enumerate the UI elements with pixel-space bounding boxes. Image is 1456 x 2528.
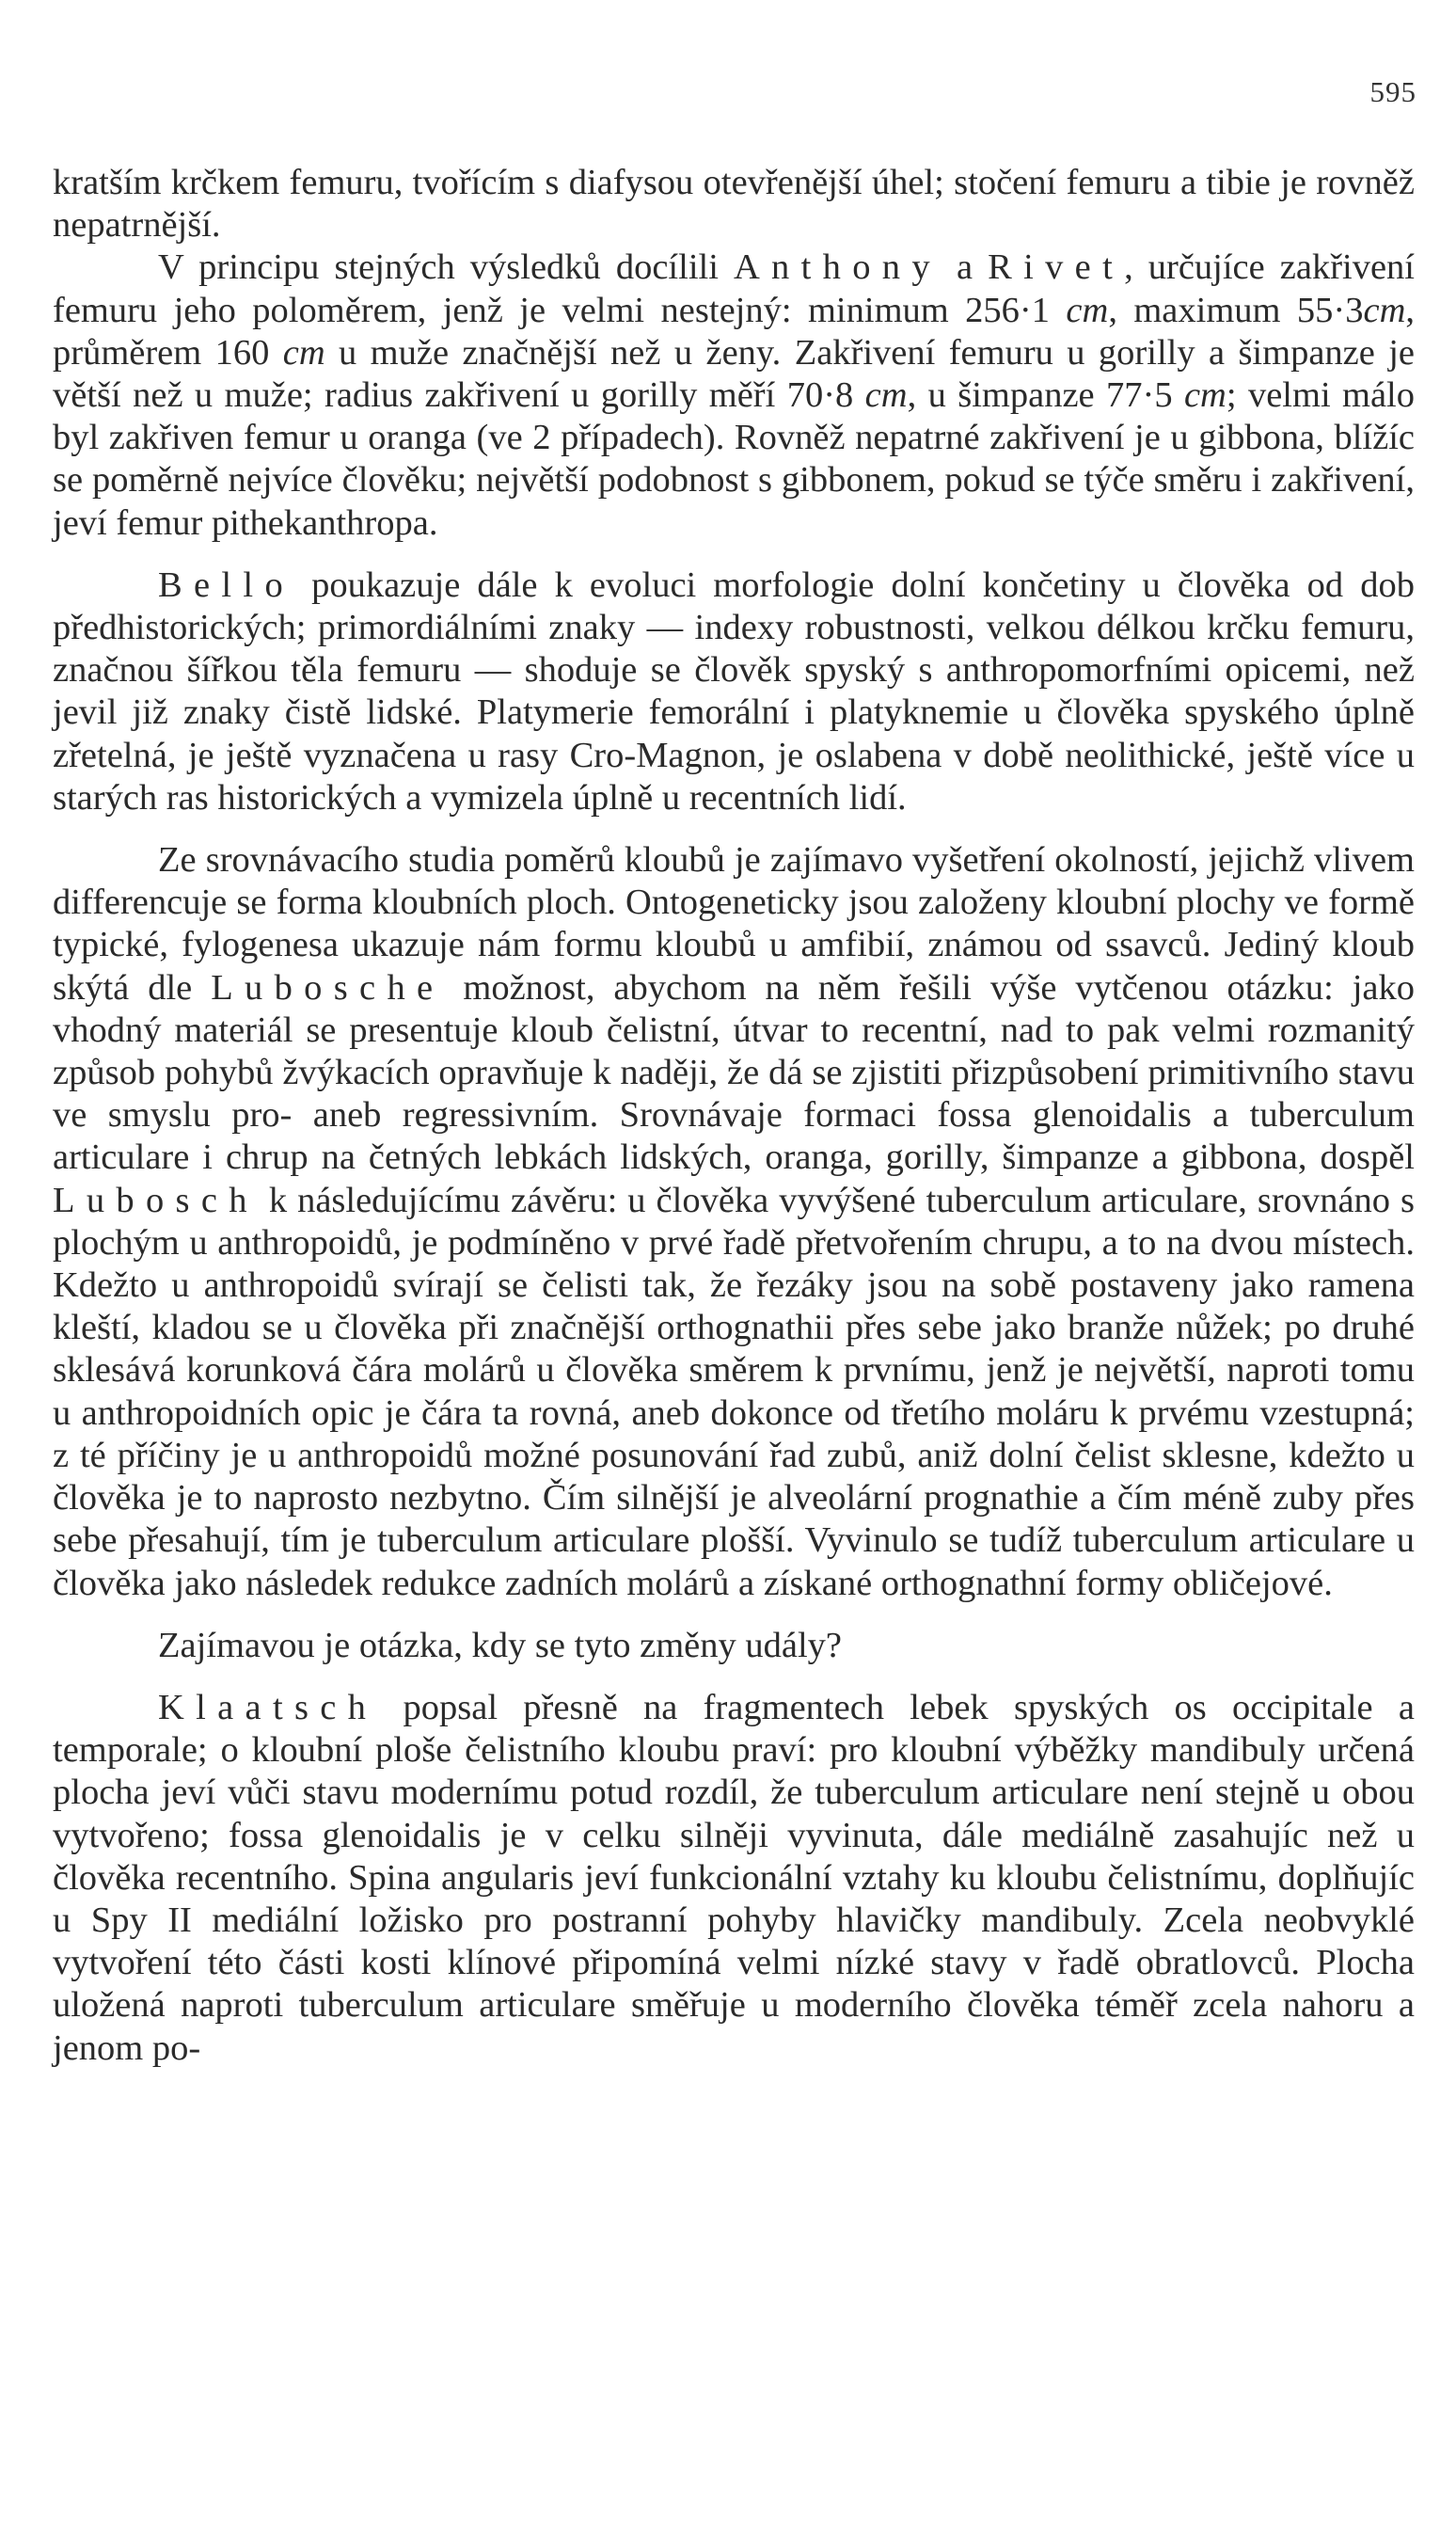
paragraph-5: Zajímavou je otázka, kdy se tyto změny udály? <box>158 1625 842 1665</box>
unit-cm: cm <box>1066 290 1109 330</box>
author-name-anthony: Anthony <box>733 247 942 288</box>
paragraph-2-text-a: V principu stejných výsledků docílili <box>158 247 719 288</box>
paragraph-2-text-d: , maximum 55·3 <box>1108 290 1364 330</box>
paragraph-2 <box>53 246 1415 544</box>
unit-cm: cm <box>864 375 908 416</box>
unit-cm: cm <box>1183 375 1227 416</box>
page-number: 595 <box>1369 75 1416 108</box>
paragraph-2-text-f: u muže značnější než u ženy. Zakřivení femuru u gorilly a šimpanze je větší než u muže; radius zakřivení u gorilly měří 70·8 <box>53 332 1416 416</box>
paragraph-4-text-c: k následujícímu závěru: u člověka vyvýšené tuberculum articulare, srovnáno s plochým u anthropoidů, je podmíněno v prvé řadě přetvořením chrupu, a to na dvou místech. Kdežto u anthropoidů svírají se čelisti tak, že řezáky jsou na sobě postaveny jako ramena kleští, kladou se u člověka při značnější orthognathii přes sebe jako branže nůžek; po druhé sklesává korunková čára molárů u člověka směrem k prvnímu, jenž je největší, naproti tomu u anthropoidních opic je čára ta rovná, aneb dokonce od třetího moláru k prvému vzestupná; z té příčiny je u anthropoidů možné posunování řad zubů, aniž dolní čelist sklesne, kdežto u člověka je to naprosto nezbytno. Čím silnější je alveolární prognathie a čím méně zuby přes sebe přesahují, tím je tuberculum articulare plošší. Vyvinulo se tudíž tuberculum articulare u člověka jako následek redukce zadních molárů a získané orthognathní formy obličejové. <box>53 1180 1416 1603</box>
paragraph-2-text-c: , určujíce zakřivení femuru jeho poloměrem, jenž je velmi nestejný: minimum 256·1 <box>53 247 1415 330</box>
paragraph-2-text-h: ; velmi málo byl zakřiven femur u oranga (ve 2 případech). Rovněž nepatrné zakřivení je u gibbona, blížíc se poměrně nejvíce člověku; největší podobnost s gibbonem, pokud se týče směru i zakřivení, jeví femur pithekanthropa. <box>53 375 1416 543</box>
paragraph-2-text-b: a <box>956 247 973 288</box>
paragraph-4 <box>53 839 1415 1605</box>
paragraph-4-text-a: Ze srovnávacího studia poměrů kloubů je zajímavo vyšetření okolností, jejichž vlivem differencuje se forma kloubních ploch. Ontogeneticky jsou založeny kloubní plochy ve formě typické, fylogenesa ukazuje nám formu kloubů u amfibií, známou od ssavců. Jediný kloub skýtá dle <box>53 840 1415 1008</box>
paragraph-4-text-b: možnost, abychom na něm řešili výše vytčenou otázku: jako vhodný materiál se presentuje kloub čelistní, útvar to recentní, nad to pak velmi rozmanitý způsob pohybů žvýkacích opravňuje k naději, že dá se zjistiti přizpůsobení primitivního stavu ve smyslu pro- aneb regressivním. Srovnávaje formaci fossa glenoidalis a tuberculum articulare i chrup na četných lebkách lidských, oranga, gorilly, šimpanze a gibbona, dospěl <box>53 967 1415 1178</box>
author-name-bello: Bello <box>158 564 295 605</box>
paragraph-6 <box>53 1687 1415 2070</box>
unit-cm: cm <box>1363 290 1406 330</box>
author-name-rivet: Rivet <box>988 247 1125 288</box>
author-name-lubosche: Lubosche <box>211 967 445 1008</box>
paragraph-3-text: poukazuje dále k evoluci morfologie dolní končetiny u člověka od dob předhistorických; primordiálními znaky — indexy robustnosti, velkou délkou krčku femuru, značnou šířkou těla femuru — shoduje se člověk spyský s anthropomorfními opicemi, než jevil již znaky čistě lidské. Platymerie femorální i platyknemie u člověka spyského úplně zřetelná, je ještě vyznačena u rasy Cro-Magnon, je oslabena v době neolithické, ještě více u starých ras historických a vymizela úplně u recentních lidí. <box>53 564 1415 818</box>
paragraph-1: kratším krčkem femuru, tvořícím s diafysou otevřenější úhel; stočení femuru a tibie je rovněž nepatrnější. <box>53 163 1415 246</box>
paragraph-2-text-e: , průměrem 160 <box>53 290 1416 373</box>
author-name-klaatsch: Klaatsch <box>158 1687 378 1727</box>
text-body <box>53 162 1415 2070</box>
paragraph-6-text: popsal přesně na fragmentech lebek spyských os occipitale a temporale; o kloubní ploše čelistního kloubu praví: pro kloubní výběžky mandibuly určená plocha jeví vůči stavu modernímu potud rozdíl, že tuberculum articulare není stejně u obou vytvořeno; fossa glenoidalis je v celku silněji vyvinuta, dále mediálně zasahujíc než u člověka recentního. Spina angularis jeví funkcionální vztahy ku kloubu čelistnímu, doplňujíc u Spy II mediální ložisko pro postranní pohyby hlavičky mandibuly. Zcela neobvyklé vytvoření této části kosti klínové připomíná velmi nízké stavy v řadě obratlovců. Plocha uložená naproti tuberculum articulare směřuje u moderního člověka téměř zcela nahoru a jenom po- <box>53 1687 1416 2068</box>
author-name-lubosch: Lubosch <box>53 1180 259 1220</box>
unit-cm: cm <box>282 332 325 373</box>
paragraph-3 <box>53 564 1415 819</box>
paragraph-2-text-g: , u šimpanze 77·5 <box>907 375 1173 416</box>
